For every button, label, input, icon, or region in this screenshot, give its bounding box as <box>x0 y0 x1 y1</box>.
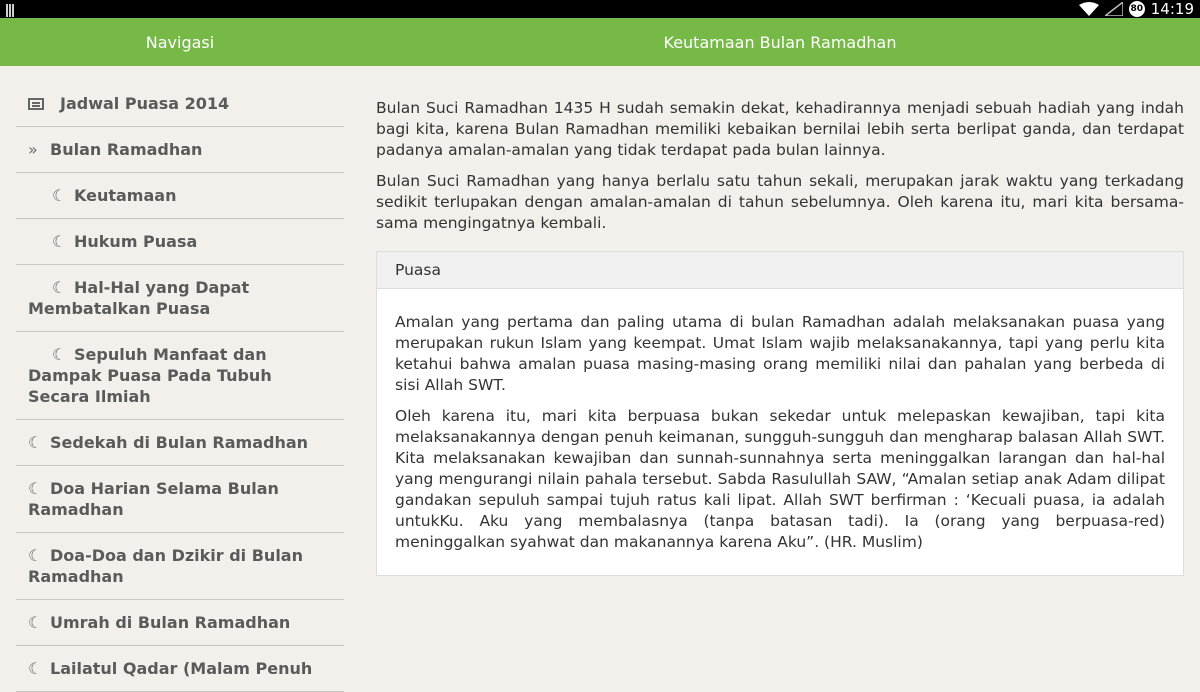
page-title: Keutamaan Bulan Ramadhan <box>663 32 897 52</box>
clock: 14:19 <box>1150 0 1194 18</box>
sidebar-item-hukum-puasa[interactable] <box>16 219 344 265</box>
article-content <box>376 98 1184 576</box>
crescent-moon-icon: ☾ <box>52 232 67 251</box>
status-right <box>1079 0 1194 18</box>
sidebar-item-lailatul-qadar[interactable] <box>16 646 344 692</box>
double-chevron-right-icon: » <box>28 140 38 159</box>
panel-body <box>377 289 1183 575</box>
sidebar-item-label: Doa-Doa dan Dzikir di Bulan Ramadhan <box>28 546 303 586</box>
crescent-moon-icon: ☾ <box>52 278 67 297</box>
sidebar-item-label: Sepuluh Manfaat dan Dampak Puasa Pada Tubuh Secara Ilmiah <box>28 345 272 406</box>
sidebar-item-bulan-ramadhan[interactable] <box>16 127 344 173</box>
crescent-moon-icon: ☾ <box>28 479 43 498</box>
signal-icon <box>1105 2 1123 16</box>
sidebar-item-doa-dzikir[interactable] <box>16 533 344 600</box>
sidebar-item-label: Sedekah di Bulan Ramadhan <box>50 433 309 452</box>
sidebar-item-label: Lailatul Qadar (Malam Penuh <box>50 659 313 678</box>
sidebar-item-label: Hal-Hal yang Dapat Membatalkan Puasa <box>28 278 250 318</box>
status-bar <box>0 0 1200 18</box>
sidebar-item-manfaat-puasa[interactable] <box>16 332 344 420</box>
navigation-drawer <box>16 82 344 692</box>
sidebar-item-label: Jadwal Puasa 2014 <box>60 94 230 113</box>
sidebar-item-keutamaan[interactable] <box>16 173 344 219</box>
crescent-moon-icon: ☾ <box>52 345 67 364</box>
calendar-icon <box>28 98 44 110</box>
sidebar-item-label: Keutamaan <box>74 186 177 205</box>
sidebar-item-sedekah[interactable] <box>16 420 344 466</box>
sidebar-item-umrah[interactable] <box>16 600 344 646</box>
panel-paragraph: Amalan yang pertama dan paling utama di bulan Ramadhan adalah melaksanakan puasa yang merupakan rukun Islam yang keempat. Umat Islam wajib melaksanakannya, tapi yang perlu kita ketahui bahwa amalan puasa masing-masing orang memiliki nilai dan pahalan yang berbeda di sisi Allah SWT. <box>395 313 1165 394</box>
wifi-icon <box>1079 2 1099 16</box>
section-panel-puasa <box>376 251 1184 576</box>
crescent-moon-icon: ☾ <box>28 546 43 565</box>
sidebar-item-doa-harian[interactable] <box>16 466 344 533</box>
sidebar-item-label: Hukum Puasa <box>74 232 198 251</box>
sidebar-item-label: Bulan Ramadhan <box>50 140 203 159</box>
battery-icon: 80 <box>1129 1 1145 17</box>
crescent-moon-icon: ☾ <box>28 433 43 452</box>
sidebar-item-label: Doa Harian Selama Bulan Ramadhan <box>28 479 279 519</box>
intro-paragraph: Bulan Suci Ramadhan 1435 H sudah semakin dekat, kehadirannya menjadi sebuah hadiah yang indah bagi kita, karena Bulan Ramadhan memiliki kebaikan bernilai lebih serta berlipat ganda, dan terdapat padanya amalan-amalan yang tidak terdapat pada bulan lainnya. <box>376 99 1184 159</box>
sidebar-item-jadwal-puasa[interactable] <box>16 82 344 127</box>
action-bar <box>0 18 1200 66</box>
intro-paragraph: Bulan Suci Ramadhan yang hanya berlalu satu tahun sekali, merupakan jarak waktu yang terkadang sedikit terlupakan dengan amalan-amalan di tahun sebelumnya. Oleh karena itu, mari kita bersama-sama mengingatnya kembali. <box>376 172 1184 232</box>
panel-title: Puasa <box>377 252 1183 289</box>
sidebar-item-membatalkan-puasa[interactable] <box>16 265 344 332</box>
notification-bars-icon <box>6 2 20 15</box>
crescent-moon-icon: ☾ <box>52 186 67 205</box>
panel-paragraph: Oleh karena itu, mari kita berpuasa bukan sekedar untuk melepaskan kewajiban, tapi kita melaksanakannya dengan penuh keimanan, sungguh-sungguh dan mengharap balasan Allah SWT. Kita melaksanakan kewajiban dan sunnah-sunnahnya serta meninggalkan larangan dan hal-hal yang mengurangi nilain pahala tersebut. Sabda Rasulullah SAW, “Amalan setiap anak Adam dilipat gandakan sepuluh sampai tujuh ratus kali lipat. Allah SWT berfirman : ‘Kecuali puasa, ia adalah untukKu. Aku yang membalasnya (tanpa batasan tadi). Ia (orang yang berpuasa-red) meninggalkan syahwat dan makanannya karena Aku”. (HR. Muslim) <box>395 407 1165 551</box>
sidebar-item-label: Umrah di Bulan Ramadhan <box>50 613 291 632</box>
crescent-moon-icon: ☾ <box>28 613 43 632</box>
crescent-moon-icon: ☾ <box>28 659 43 678</box>
nav-drawer-title: Navigasi <box>145 32 215 52</box>
